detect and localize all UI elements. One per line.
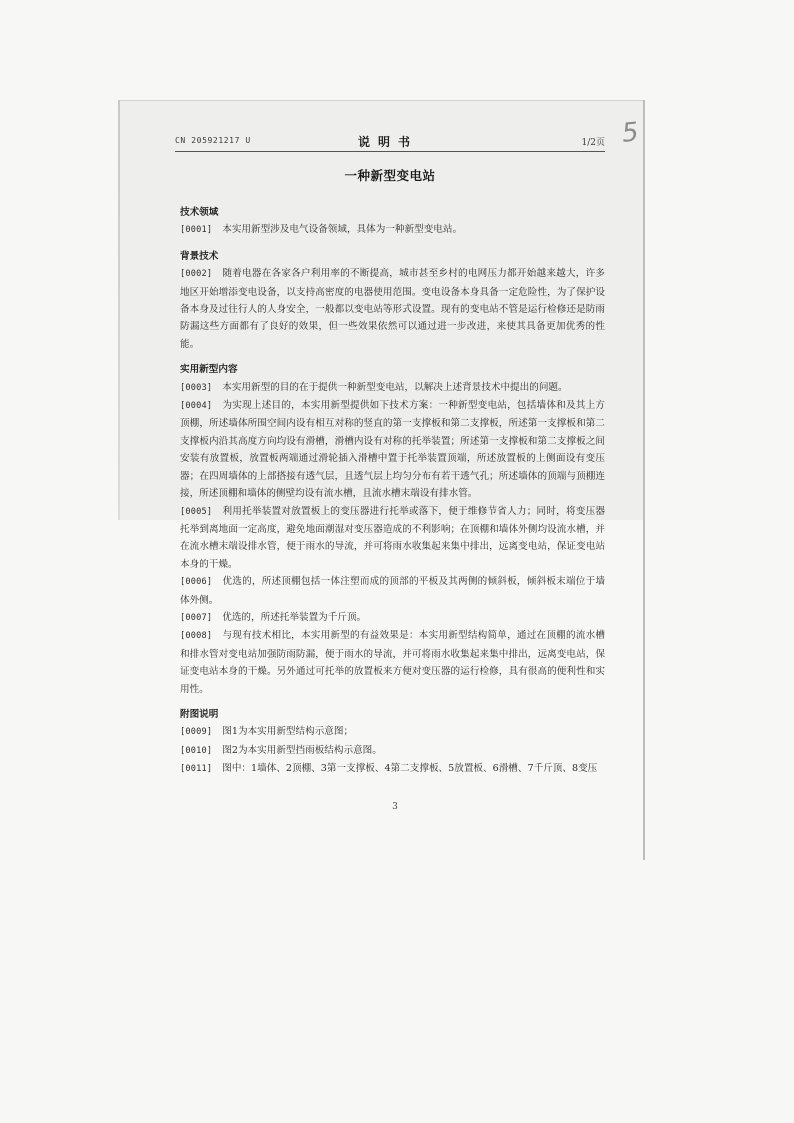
document-body — [180, 204, 605, 779]
paragraph — [180, 760, 605, 778]
paragraph — [180, 609, 605, 627]
page-number: 3 — [392, 802, 398, 812]
paragraph-text: 利用托举装置对放置板上的变压器进行托举或落下，便于维修节省人力；同时，将变压器托举到离地面一定高度，避免地面潮湿对变压器造成的不利影响；在顶棚和墙体外侧均设流水槽，并在流水槽末端设排水管，便于雨水的导流，并可将雨水收集起来集中排出，远离变电站，保证变电站本身的干燥。 — [180, 505, 605, 570]
paragraph-number: [0003] — [180, 382, 213, 393]
section-heading: 实用新型内容 — [180, 364, 238, 376]
document-type: 说明书 — [358, 135, 419, 149]
paragraph — [180, 265, 605, 353]
page-count: 1/2页 — [581, 138, 605, 148]
paragraph-text: 为实现上述目的，本实用新型提供如下技术方案：一种新型变电站，包括墙体和及其上方顶棚，所述墙体所围空间内设有相互对称的竖直的第一支撑板和第二支撑板，所述第一支撑板和第二支撑板内沿其高度方向均设有滑槽，滑槽内设有对称的托举装置；所述第一支撑板和第二支撑板之间安装有放置板，放置板两端通过滑轮插入滑槽中置于托举装置顶端，所述放置板的上侧面设有变压器；在四周墙体的上部搭接有透气层，且透气层上均匀分布有若干透气孔；所述墙体的顶端与顶棚连接，所述顶棚和墙体的侧壁均设有流水槽，且流水槽末端设有排水管。 — [180, 400, 605, 500]
paragraph — [180, 723, 605, 741]
handwritten-mark: 5 — [620, 117, 641, 149]
paragraph-number: [0011] — [180, 764, 213, 775]
paragraph-number: [0001] — [180, 225, 213, 236]
scan-top-edge — [118, 100, 644, 101]
section-heading: 技术领域 — [180, 207, 219, 218]
paragraph-number: [0008] — [180, 631, 213, 642]
paragraph-text: 优选的，所述顶棚包括一体注塑而成的顶部的平板及其两侧的倾斜板，倾斜板末端位于墙体外侧。 — [180, 576, 605, 606]
paragraph — [180, 221, 605, 239]
paragraph — [180, 503, 605, 574]
paragraph-text: 优选的，所述托举装置为千斤顶。 — [222, 611, 367, 623]
paragraph-number: [0010] — [180, 745, 213, 756]
document-number: CN 205921217 U — [175, 136, 251, 145]
paragraph-text: 随着电器在各家各户利用率的不断提高，城市甚至乡村的电网压力都开始越来越大，许多地区开始增添变电设备，以支持高密度的电器使用范围。变电设备本身具备一定危险性，为了保护设备本身及过往行人的人身安全，一般都以变电站等形式设置。现有的变电站不管是运行检修还是防雨防漏这些方面都有了良好的效果，但一些效果依然可以通过进一步改进，来使其具备更加优秀的性能。 — [180, 268, 605, 350]
paragraph-number: [0002] — [180, 269, 213, 280]
paragraph — [180, 742, 605, 760]
paragraph-number: [0004] — [180, 401, 213, 412]
paragraph-number: [0005] — [180, 506, 213, 517]
paragraph-text: 本实用新型涉及电气设备领域，具体为一种新型变电站。 — [222, 224, 463, 236]
paragraph-number: [0009] — [180, 727, 213, 738]
paragraph-text: 本实用新型的目的在于提供一种新型变电站，以解决上述背景技术中提出的问题。 — [222, 381, 568, 393]
paragraph-text: 与现有技术相比，本实用新型的有益效果是：本实用新型结构简单，通过在顶棚的流水槽和排水管对变电站加强防雨防漏，便于雨水的导流，并可将雨水收集起来集中排出，远离变电站，保证变电站本身的干燥。另外通过可托举的放置板来方便对变压器的运行检修，具有很高的便利性和实用性。 — [180, 630, 605, 695]
document-title: 一种新型变电站 — [344, 168, 436, 183]
scan-left-edge — [118, 100, 120, 520]
paragraph — [180, 397, 605, 502]
page-header — [175, 133, 605, 152]
paragraph — [180, 573, 605, 609]
section-heading: 背景技术 — [180, 250, 219, 262]
paragraph-text: 图中：1墙体、2顶棚、3第一支撑板、4第二支撑板、5放置板、6滑槽、7千斤顶、8变压 — [222, 763, 598, 775]
paragraph — [180, 379, 605, 397]
paragraph-number: [0007] — [180, 612, 213, 623]
paragraph — [180, 627, 605, 698]
paragraph-text: 图2为本实用新型挡雨板结构示意图。 — [222, 744, 382, 756]
scan-right-edge — [643, 100, 645, 860]
paragraph-number: [0006] — [180, 577, 213, 588]
section-heading: 附图说明 — [180, 708, 219, 720]
paragraph-text: 图1为本实用新型结构示意图； — [222, 726, 354, 738]
